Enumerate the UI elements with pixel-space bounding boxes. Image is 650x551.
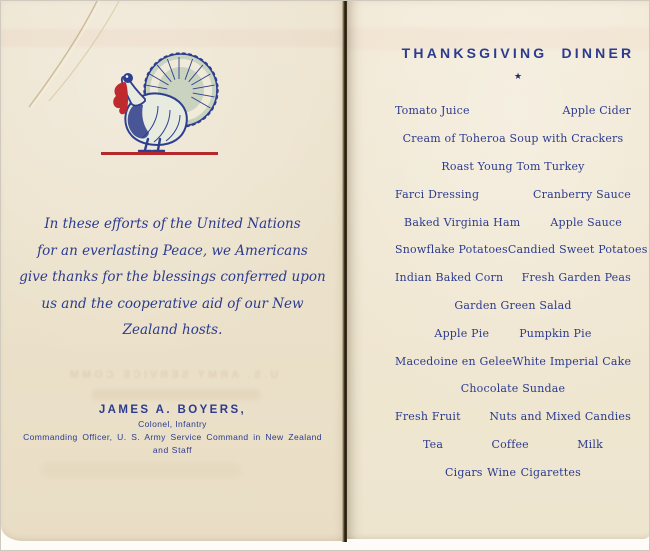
menu-row xyxy=(395,236,648,264)
dedication-line: In these efforts of the United Nations xyxy=(44,216,301,232)
signature-name: JAMES A. BOYERS, xyxy=(98,404,247,416)
dedication-line: Zealand hosts. xyxy=(122,322,223,338)
menu-item: Macedoine en Gelee xyxy=(395,354,513,368)
menu-row xyxy=(395,97,631,125)
menu-list xyxy=(395,97,648,486)
menu-item: Fresh Fruit xyxy=(395,410,461,424)
menu-item: Tea xyxy=(423,437,444,451)
menu-item: Farci Dressing xyxy=(395,187,480,201)
menu-item: Snowflake Potatoes xyxy=(395,243,508,257)
signature-block xyxy=(1,404,344,455)
left-page xyxy=(1,1,344,541)
menu-row xyxy=(395,375,631,403)
menu-row xyxy=(395,403,631,431)
menu-item: Roast Young Tom Turkey xyxy=(441,159,585,173)
signature-rank: Colonel, Infantry xyxy=(138,419,207,429)
menu-item: Pumpkin Pie xyxy=(519,326,592,340)
menu-item: Cigars xyxy=(445,465,483,479)
menu-item: Cigarettes xyxy=(520,465,581,479)
bleed-through-smudge xyxy=(91,389,261,400)
menu-item: Cranberry Sauce xyxy=(533,187,631,201)
menu-item: Apple Cider xyxy=(562,104,631,118)
menu-row xyxy=(395,208,631,236)
menu-row xyxy=(395,264,631,292)
menu-row xyxy=(395,347,631,375)
menu-item: Cream of Toheroa Soup with Crackers xyxy=(402,132,624,146)
menu-row xyxy=(395,125,631,153)
menu-row xyxy=(395,319,631,347)
dedication-text xyxy=(1,211,344,344)
dedication-line: us and the cooperative aid of our New xyxy=(41,295,304,312)
menu-item: Milk xyxy=(577,437,603,451)
menu-row xyxy=(395,153,631,181)
menu-row xyxy=(395,458,631,486)
menu-item: Coffee xyxy=(491,437,529,451)
menu-item: Apple Pie xyxy=(434,326,490,340)
menu-item: Fresh Garden Peas xyxy=(521,271,631,285)
menu-item: Candied Sweet Potatoes xyxy=(507,243,648,257)
menu-row xyxy=(395,431,631,459)
dedication-line: give thanks for the blessings conferred upon xyxy=(19,269,326,285)
menu-item: Nuts and Mixed Candies xyxy=(489,410,631,424)
menu-item: Garden Green Salad xyxy=(454,298,572,312)
menu-row xyxy=(395,292,631,320)
menu-item: Tomato Juice xyxy=(395,104,470,118)
menu-item: White Imperial Cake xyxy=(512,354,632,368)
menu-item: Chocolate Sundae xyxy=(460,382,566,396)
menu-item: Indian Baked Corn xyxy=(395,271,504,285)
turkey-illustration xyxy=(101,45,241,160)
menu-item: Wine xyxy=(487,465,517,479)
right-page xyxy=(347,1,650,539)
menu-item: Baked Virginia Ham xyxy=(404,215,521,229)
menu-title: THANKSGIVING DINNER xyxy=(401,45,635,61)
menu-item: Apple Sauce xyxy=(550,215,622,229)
signature-command: Commanding Officer, U. S. Army Service Command in New Zealand xyxy=(23,432,322,442)
signature-staff: and Staff xyxy=(152,445,193,455)
bleed-through-smudge xyxy=(41,463,241,477)
menu-row xyxy=(395,180,631,208)
bleed-through-text: U.S. ARMY SERVICE COMM xyxy=(66,369,279,381)
star-icon: ★ xyxy=(513,72,523,82)
dedication-line: for an everlasting Peace, we Americans xyxy=(37,242,308,259)
